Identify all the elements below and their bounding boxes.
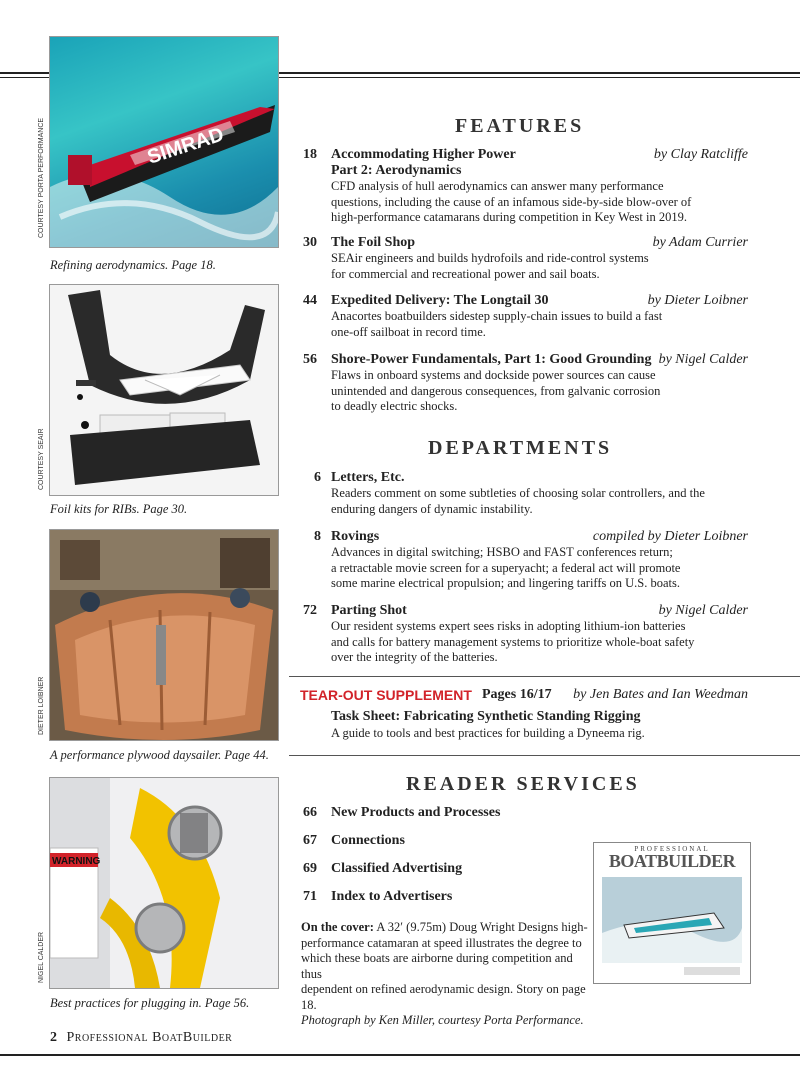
feature-entry bbox=[303, 235, 748, 285]
entry-title[interactable]: Parting Shot bbox=[331, 603, 407, 618]
supplement-rule-bottom bbox=[289, 755, 800, 756]
entry-title[interactable]: Rovings bbox=[331, 529, 380, 544]
cover-photo-credit: Photograph by Ken Miller, courtesy Porta Performance. bbox=[301, 1013, 584, 1027]
cover-image bbox=[594, 873, 750, 977]
entry-byline: by Nigel Calder bbox=[658, 603, 748, 618]
department-entry bbox=[303, 470, 748, 520]
photo-credit-3: DIETER LOIBNER bbox=[38, 676, 45, 735]
entry-page: 18 bbox=[303, 147, 317, 162]
department-entry bbox=[303, 603, 748, 669]
supplement-pages: Pages 16/17 bbox=[482, 687, 552, 702]
entry-description: Our resident systems expert sees risks in adopting lithium-ion batteries and calls for battery management systems to prioritize whole-boat safety over the integrity of the batteries. bbox=[331, 619, 695, 664]
foil-kit-illustration bbox=[50, 285, 278, 495]
entry-title[interactable]: Letters, Etc. bbox=[331, 470, 405, 485]
rs-page: 67 bbox=[303, 833, 317, 848]
photo-caption-2: Foil kits for RIBs. Page 30. bbox=[50, 502, 188, 516]
reader-service-item[interactable] bbox=[303, 861, 462, 877]
entry-title[interactable]: Shore-Power Fundamentals, Part 1: Good Grounding bbox=[331, 352, 652, 367]
photo-credit-2: COURTESY SEAIR bbox=[38, 428, 45, 490]
page-number: 2 bbox=[50, 1030, 57, 1045]
entry-page: 56 bbox=[303, 352, 317, 367]
entry-byline: by Dieter Loibner bbox=[647, 293, 748, 308]
entry-subtitle: Part 2: Aerodynamics bbox=[331, 163, 462, 178]
entry-title[interactable]: The Foil Shop bbox=[331, 235, 416, 250]
supplement-description: A guide to tools and best practices for building a Dyneema rig. bbox=[331, 726, 645, 740]
powerboat-illustration bbox=[50, 37, 278, 247]
rs-title: Classified Advertising bbox=[331, 861, 463, 876]
photo-credit-1: COURTESY PORTA PERFORMANCE bbox=[38, 117, 45, 238]
entry-page: 44 bbox=[303, 293, 317, 308]
photo-powerboat bbox=[49, 36, 279, 248]
feature-entry bbox=[303, 147, 748, 227]
department-entry bbox=[303, 529, 748, 595]
photo-caption-3: A performance plywood daysailer. Page 44. bbox=[50, 748, 269, 762]
photo-caption-1: Refining aerodynamics. Page 18. bbox=[50, 258, 216, 272]
rs-title: Index to Advertisers bbox=[331, 889, 453, 904]
rs-page: 66 bbox=[303, 805, 317, 820]
supplement-rule-top bbox=[289, 676, 800, 677]
rs-page: 69 bbox=[303, 861, 317, 876]
feature-entry bbox=[303, 293, 748, 343]
reader-service-item[interactable] bbox=[303, 805, 500, 821]
cover-lead: On the cover: bbox=[301, 920, 374, 934]
entry-title[interactable]: Expedited Delivery: The Longtail 30 bbox=[331, 293, 549, 308]
entry-description: Advances in digital switching; HSBO and FAST conferences return; a retractable movie screen for a superyacht; a federal act will promote some marine electrical propulsion; and lingering tariffs on U.S. boats. bbox=[331, 545, 681, 590]
cover-description: On the cover: A 32′ (9.75m) Doug Wright Designs high- performance catamaran at speed illustrates the degree to which these boats are airborne during competition and thus dependent on refined aerodynamic design. Story on page 18. Photograph by Ken Miller, courtesy Porta Performance. bbox=[301, 920, 591, 1029]
reader-service-item[interactable] bbox=[303, 889, 452, 905]
footer bbox=[50, 1030, 232, 1046]
bottom-rule bbox=[0, 1054, 800, 1056]
rs-title: Connections bbox=[331, 833, 405, 848]
entry-byline: by Nigel Calder bbox=[658, 352, 748, 367]
warning-label-text: WARNING bbox=[52, 856, 101, 867]
photo-foil-kit bbox=[49, 284, 279, 496]
cover-thumbnail[interactable] bbox=[593, 842, 751, 984]
rs-title: New Products and Processes bbox=[331, 805, 501, 820]
boat-sponsor-text: SIMRAD bbox=[144, 123, 227, 169]
features-heading: FEATURES bbox=[455, 115, 585, 137]
rs-page: 71 bbox=[303, 889, 317, 904]
supplement-label: TEAR-OUT SUPPLEMENT bbox=[300, 687, 472, 703]
departments-heading: DEPARTMENTS bbox=[428, 437, 613, 459]
entry-page: 30 bbox=[303, 235, 317, 250]
entry-title[interactable]: Accommodating Higher Power bbox=[331, 147, 516, 162]
publication-name: Professional BoatBuilder bbox=[66, 1030, 233, 1045]
entry-description: Readers comment on some subtleties of choosing solar controllers, and the enduring dangers of dynamic instability. bbox=[331, 486, 705, 516]
entry-byline: compiled by Dieter Loibner bbox=[592, 529, 748, 544]
reader-services-heading: READER SERVICES bbox=[406, 773, 640, 795]
supplement-byline: by Jen Bates and Ian Weedman bbox=[573, 687, 748, 702]
entry-description: Anacortes boatbuilders sidestep supply-chain issues to build a fast one-off sailboat in record time. bbox=[331, 309, 663, 339]
cover-masthead-top: PROFESSIONAL bbox=[634, 845, 710, 853]
entry-description: SEAir engineers and builds hydrofoils and ride-control systems for commercial and recreational power and sail boats. bbox=[331, 251, 649, 281]
cover-masthead: BOATBUILDER bbox=[608, 851, 736, 871]
entry-page: 6 bbox=[314, 470, 321, 485]
entry-page: 72 bbox=[303, 603, 317, 618]
supplement-title[interactable]: Task Sheet: Fabricating Synthetic Standing Rigging bbox=[331, 709, 641, 724]
supplement bbox=[300, 687, 748, 747]
entry-byline: by Adam Currier bbox=[652, 235, 748, 250]
photo-shore-power bbox=[49, 777, 279, 989]
entry-page: 8 bbox=[314, 529, 321, 544]
photo-credit-4: NIGEL CALDER bbox=[38, 931, 45, 983]
entry-description: CFD analysis of hull aerodynamics can answer many performance questions, including the cause of an infamous side-by-side blow-over of high-performance catamarans during competition in Key West in 2019. bbox=[331, 179, 692, 224]
reader-service-item[interactable] bbox=[303, 833, 405, 849]
entry-byline: by Clay Ratcliffe bbox=[653, 147, 748, 162]
photo-daysailer bbox=[49, 529, 279, 741]
entry-description: Flaws in onboard systems and dockside power sources can cause unintended and dangerous consequences, from galvanic corrosion to deadly electric shocks. bbox=[331, 368, 661, 413]
daysailer-illustration bbox=[50, 530, 278, 740]
feature-entry bbox=[303, 352, 748, 418]
shore-power-illustration bbox=[50, 778, 278, 988]
photo-caption-4: Best practices for plugging in. Page 56. bbox=[50, 996, 250, 1010]
